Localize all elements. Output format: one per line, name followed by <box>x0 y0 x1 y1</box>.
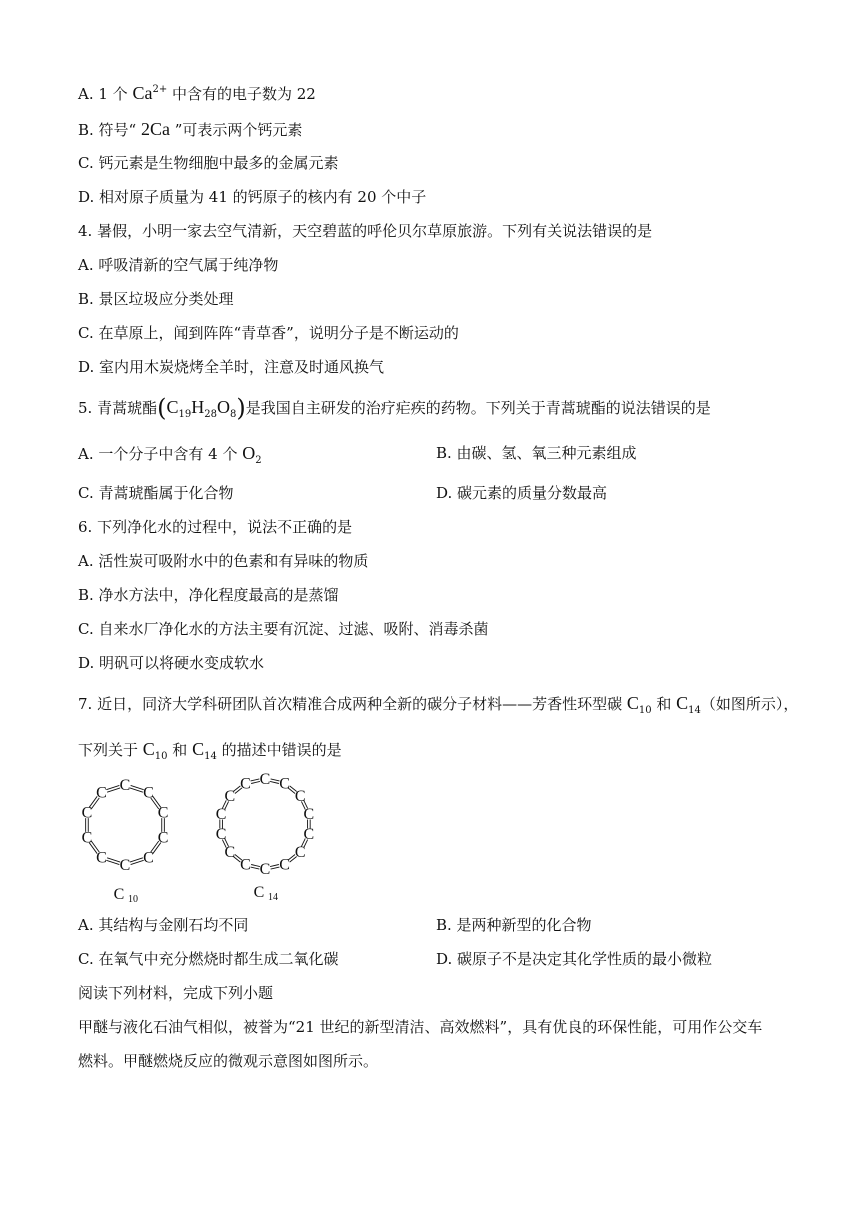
q3-option-b-text: B. 符号“ <box>78 121 141 139</box>
c10-symbol: C <box>626 693 639 713</box>
q5-stem-text: 5. 青蒿琥酯 <box>78 399 158 417</box>
c14-symbol: C <box>192 739 205 759</box>
carbon-atom: C <box>157 829 169 847</box>
formula-close-paren: ) <box>236 394 246 422</box>
q6-option-b: B. 净水方法中，净化程度最高的是蒸馏 <box>78 586 339 604</box>
q6-stem: 6. 下列净化水的过程中，说法不正确的是 <box>78 518 353 536</box>
q5-option-a <box>78 443 262 471</box>
molecule-label: C <box>253 884 265 901</box>
carbon-bond <box>251 865 260 867</box>
c14-count: 14 <box>688 705 701 716</box>
q5-option-d: D. 碳元素的质量分数最高 <box>436 484 608 502</box>
molecule-label: C <box>113 886 125 903</box>
formula-carbon: C <box>166 397 179 417</box>
c14-count: 14 <box>204 751 217 762</box>
q5-option-b: B. 由碳、氢、氧三种元素组成 <box>436 444 637 462</box>
carbon-atom: C <box>96 784 107 802</box>
carbon-atom: C <box>240 775 251 793</box>
carbon-atom: C <box>157 804 169 822</box>
q4-option-d: D. 室内用木炭烧烤全羊时，注意及时通风换气 <box>78 358 385 376</box>
formula-carbon-count: 19 <box>178 409 192 420</box>
carbon-atom: C <box>119 857 131 874</box>
q7-and-text: 和 <box>167 741 193 759</box>
q7-stem-line1 <box>78 693 798 721</box>
q7-option-c: C. 在氧气中充分燃烧时都生成二氧化碳 <box>78 950 339 968</box>
carbon-bond <box>270 865 279 867</box>
q7-stem-rest: （如图所示）， <box>700 695 799 713</box>
q5-stem <box>78 394 711 425</box>
carbon-bond <box>251 781 260 783</box>
q7-option-d: D. 碳原子不是决定其化学性质的最小微粒 <box>436 950 713 968</box>
oxygen-molecule-formula: O <box>242 443 256 463</box>
carbon-bond <box>251 779 260 781</box>
carbon-atom: C <box>279 775 290 793</box>
carbon-atom: C <box>215 826 227 844</box>
q7-stem2-rest: 的描述中错误的是 <box>216 741 342 759</box>
q3-option-d: D. 相对原子质量为 41 的钙原子的核内有 20 个中子 <box>78 188 427 206</box>
q5-option-c: C. 青蒿琥酯属于化合物 <box>78 484 234 502</box>
q7-stem2-text: 下列关于 <box>78 741 143 759</box>
q4-option-c: C. 在草原上，闻到阵阵“青草香”，说明分子是不断运动的 <box>78 324 459 342</box>
calcium-ion-formula: Ca <box>132 83 153 103</box>
molecule-label-subscript: 10 <box>128 894 138 905</box>
q5-stem-rest: 是我国自主研发的治疗疟疾的药物。下列关于青蒿琥酯的说法错误的是 <box>245 399 711 417</box>
q3-option-a <box>78 80 316 104</box>
carbon-atom: C <box>303 805 315 823</box>
reading-heading: 阅读下列材料，完成下列小题 <box>78 984 274 1002</box>
carbon-bond <box>270 781 279 783</box>
c10-symbol: C <box>142 739 155 759</box>
carbon-atom: C <box>303 826 315 844</box>
q4-stem: 4. 暑假，小明一家去空气清新，天空碧蓝的呼伦贝尔草原旅游。下列有关说法错误的是 <box>78 222 653 240</box>
carbon-atom: C <box>294 844 306 862</box>
c10-count: 10 <box>154 751 168 762</box>
carbon-atom: C <box>294 787 306 805</box>
c10-count: 10 <box>638 705 652 716</box>
carbon-atom: C <box>224 844 236 862</box>
carbon-atom: C <box>279 856 290 874</box>
q3-option-a-rest: 中含有的电子数为 22 <box>167 85 316 103</box>
q7-option-a: A. 其结构与金刚石均不同 <box>78 916 249 934</box>
q3-option-c: C. 钙元素是生物细胞中最多的金属元素 <box>78 154 339 172</box>
carbon-bond <box>251 867 260 869</box>
carbon-atom: C <box>81 829 93 847</box>
q4-option-b: B. 景区垃圾应分类处理 <box>78 290 234 308</box>
carbon-atom: C <box>224 787 236 805</box>
molecule-label-subscript: 14 <box>268 892 278 903</box>
c14-symbol: C <box>676 693 689 713</box>
carbon-atom: C <box>259 772 271 788</box>
q5-option-a-text: A. 一个分子中含有 4 个 <box>78 445 243 463</box>
carbon-atom: C <box>215 805 227 823</box>
formula-oxygen: O <box>216 397 230 417</box>
q7-stem-line2 <box>78 739 342 767</box>
carbon-bond <box>271 779 280 781</box>
formula-open-paren: ( <box>157 394 167 422</box>
formula-hydrogen: H <box>191 397 205 417</box>
carbon-atom: C <box>240 856 251 874</box>
q6-option-d: D. 明矾可以将硬水变成软水 <box>78 654 265 672</box>
q3-option-a-text: A. 1 个 <box>78 85 133 103</box>
q7-option-b: B. 是两种新型的化合物 <box>436 916 592 934</box>
q6-option-a: A. 活性炭可吸附水中的色素和有异味的物质 <box>78 552 369 570</box>
q7-stem-text: 7. 近日，同济大学科研团队首次精准合成两种全新的碳分子材料——芳香性环型碳 <box>78 695 627 713</box>
q3-option-b <box>78 119 302 140</box>
carbon-bond <box>271 867 280 869</box>
c14-ring-diagram <box>205 772 333 908</box>
calcium-ion-charge: 2+ <box>152 84 168 95</box>
c10-ring-diagram <box>70 775 188 907</box>
carbon-atom: C <box>81 804 93 822</box>
formula-oxygen-count: 8 <box>229 409 237 420</box>
carbon-atom: C <box>143 849 154 867</box>
q4-option-a: A. 呼吸清新的空气属于纯净物 <box>78 256 279 274</box>
q7-and-text: 和 <box>651 695 677 713</box>
reading-paragraph-line2: 燃料。甲醚燃烧反应的微观示意图如图所示。 <box>78 1052 379 1070</box>
carbon-atom: C <box>143 784 154 802</box>
calcium-symbol-formula: 2Ca <box>141 119 170 139</box>
reading-paragraph-line1: 甲醚与液化石油气相似，被誉为“21 世纪的新型清洁、高效燃料”，具有优良的环保性能，可用作公交车 <box>78 1018 763 1036</box>
formula-hydrogen-count: 28 <box>204 409 217 420</box>
q3-option-b-rest: ”可表示两个钙元素 <box>170 121 303 139</box>
oxygen-molecule-count: 2 <box>255 455 262 466</box>
carbon-atom: C <box>119 777 131 794</box>
q6-option-c: C. 自来水厂净化水的方法主要有沉淀、过滤、吸附、消毒杀菌 <box>78 620 489 638</box>
carbon-atom: C <box>259 861 271 878</box>
carbon-atom: C <box>96 849 107 867</box>
